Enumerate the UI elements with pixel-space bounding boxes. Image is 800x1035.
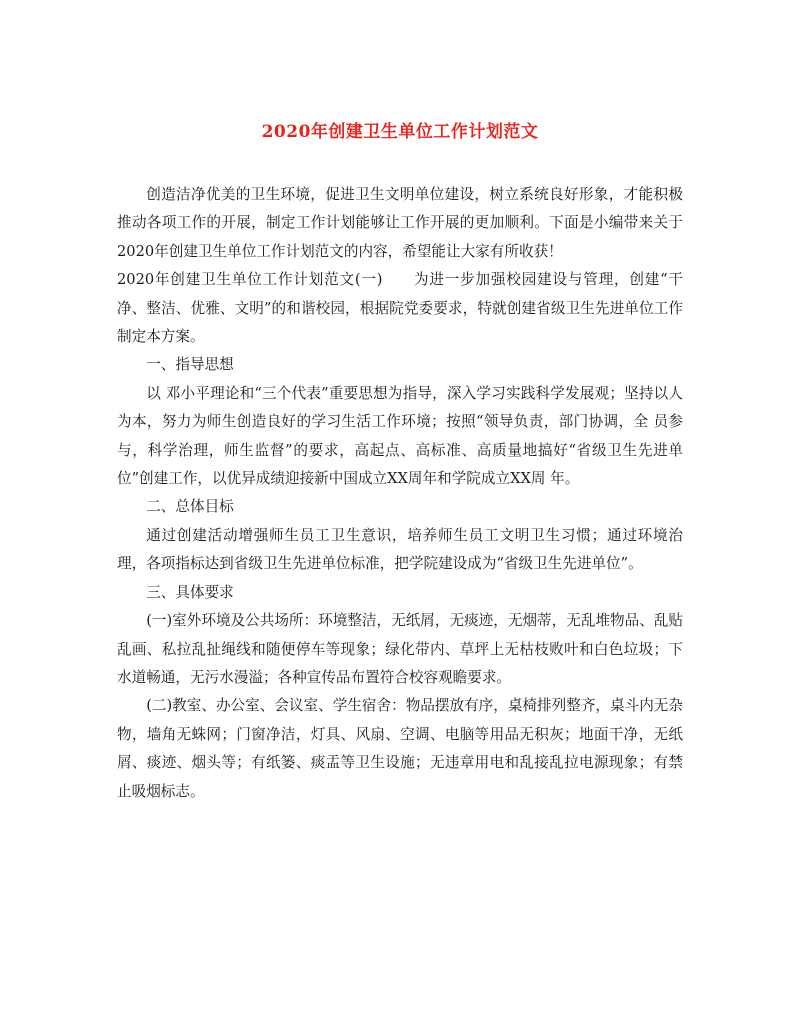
overall-goal-paragraph: 通过创建活动增强师生员工卫生意识，培养师生员工文明卫生习惯；通过环境治理，各项指标达到省级卫生先进单位标准，把学院建设成为“省级卫生先进单位”。 <box>117 526 683 573</box>
guiding-ideology-paragraph: 以 邓小平理论和“三个代表”重要思想为指导，深入学习实践科学发展观；坚持以人为本，努力为师生创造良好的学习生活工作环境；按照“领导负责，部门协调，全 员参与，科学治理，师生监督”的要求，高起点、高标准、高质量地搞好“省级卫生先进单位”创建工作，以优异成绩迎接新中国成立XX周年和学院成立XX周 年。 <box>117 384 683 488</box>
section-heading-guiding-ideology: 一、指导思想 <box>146 356 234 374</box>
document-title: 2020年创建卫生单位工作计划范文 <box>261 122 539 142</box>
section-heading-specific-requirements: 三、具体要求 <box>146 583 234 601</box>
section-heading-overall-goal: 二、总体目标 <box>146 498 234 516</box>
requirement-indoor-paragraph: (二)教室、办公室、会议室、学生宿舍：物品摆放有序，桌椅排列整齐，桌斗内无杂物，墙角无蛛网；门窗净洁，灯具、风扇、空调、电脑等用品无积灰；地面干净，无纸屑、痰迹、烟头等；有纸篓、痰盂等卫生设施；无违章用电和乱接乱拉电源现象；有禁止吸烟标志。 <box>117 697 683 800</box>
plan-intro-paragraph: 2020年创建卫生单位工作计划范文(一) 为进一步加强校园建设与管理，创建“干净、整洁、优雅、文明”的和谐校园，根据院党委要求，特就创建省级卫生先进单位工作制定本方案。 <box>117 271 683 346</box>
intro-paragraph: 创造洁净优美的卫生环境，促进卫生文明单位建设，树立系统良好形象，才能积极推动各项工作的开展，制定工作计划能够让工作开展的更加顺利。下面是小编带来关于2020年创建卫生单位工作计划范文的内容，希望能让大家有所收获！ <box>117 186 683 260</box>
document-body <box>117 181 683 806</box>
requirement-outdoor-paragraph: (一)室外环境及公共场所：环境整洁，无纸屑，无痰迹，无烟蒂，无乱堆物品、乱贴乱画、私拉乱扯绳线和随便停车等现象；绿化带内、草坪上无枯枝败叶和白色垃圾；下水道畅通，无污水漫溢；各种宣传品布置符合校容观瞻要求。 <box>117 612 683 686</box>
